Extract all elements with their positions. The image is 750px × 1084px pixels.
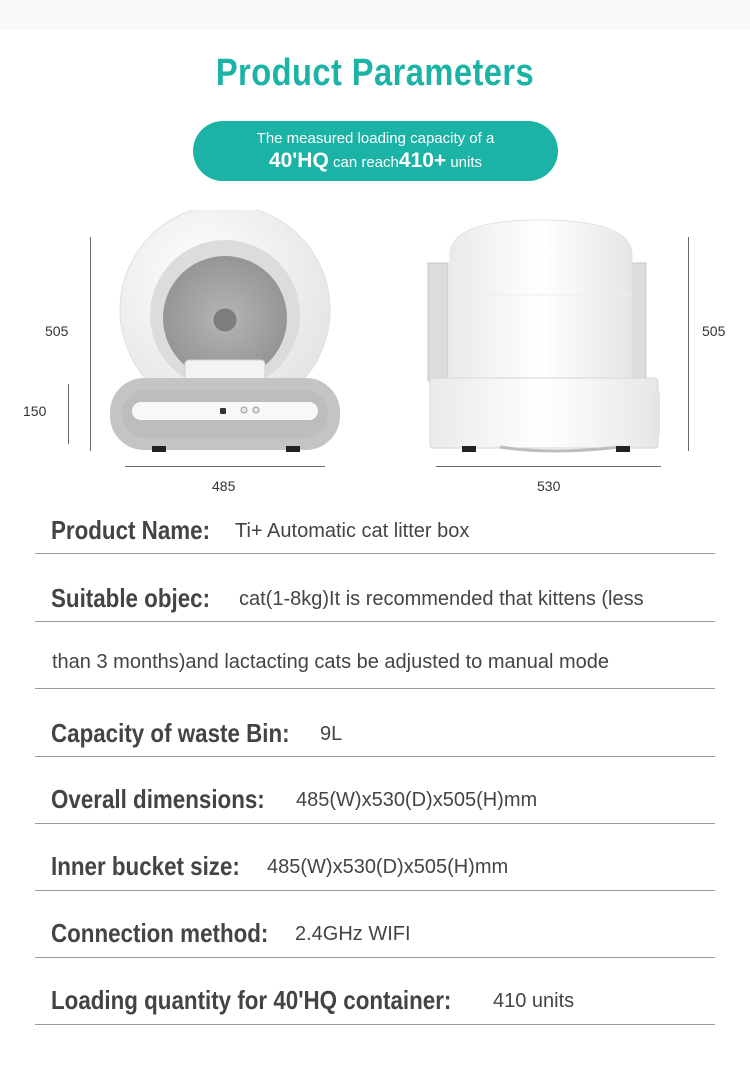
divider (35, 890, 715, 891)
divider (35, 553, 715, 554)
spec-label-overall-dimensions: Overall dimensions: (51, 784, 265, 814)
front-width-line (125, 466, 325, 467)
spec-value-inner-bucket: 485(W)x530(D)x505(H)mm (267, 856, 509, 878)
side-height-label: 505 (702, 323, 726, 339)
front-base-height-label: 150 (23, 403, 47, 419)
divider (35, 688, 715, 689)
spec-value-overall-dimensions: 485(W)x530(D)x505(H)mm (296, 789, 538, 811)
pill-container-type: 40'HQ (268, 149, 329, 172)
top-band (0, 0, 750, 30)
spec-value-product-name: Ti+ Automatic cat litter box (235, 520, 470, 542)
pill-line-1: The measured loading capacity of a (256, 130, 495, 147)
litter-box-front-image (100, 210, 350, 460)
spec-label-inner-bucket: Inner bucket size: (51, 851, 240, 881)
divider (35, 957, 715, 958)
divider (35, 756, 715, 757)
front-base-height-line (68, 384, 69, 444)
spec-value-loading-quantity: 410 units (493, 990, 575, 1012)
litter-box-side-image (420, 215, 665, 460)
spec-value-waste-bin: 9L (320, 723, 343, 745)
divider (35, 621, 715, 622)
side-depth-line (436, 466, 661, 467)
capacity-pill (193, 121, 558, 181)
pill-unit-count: 410+ (398, 149, 447, 172)
pill-mid-text: can reach (332, 154, 399, 171)
front-width-label: 485 (212, 478, 236, 494)
pill-end-text: units (450, 154, 483, 171)
spec-label-loading-quantity: Loading quantity for 40'HQ container: (51, 985, 452, 1015)
front-height-line (90, 237, 91, 451)
divider (35, 823, 715, 824)
spec-value-suitable-object: cat(1-8kg)It is recommended that kittens (less (239, 588, 644, 610)
front-height-label: 505 (45, 323, 69, 339)
pill-line-2 (193, 149, 558, 173)
page-title: Product Parameters (215, 52, 535, 94)
spec-value-suitable-object-continued: than 3 months)and lactacting cats be adjusted to manual mode (52, 651, 610, 673)
spec-label-connection: Connection method: (51, 918, 269, 948)
side-depth-label: 530 (537, 478, 561, 494)
spec-value-connection: 2.4GHz WIFI (295, 923, 411, 945)
side-height-line (688, 237, 689, 451)
spec-label-waste-bin: Capacity of waste Bin: (51, 718, 290, 748)
spec-label-suitable-object: Suitable objec: (51, 583, 211, 613)
spec-label-product-name: Product Name: (51, 515, 211, 545)
divider (35, 1024, 715, 1025)
